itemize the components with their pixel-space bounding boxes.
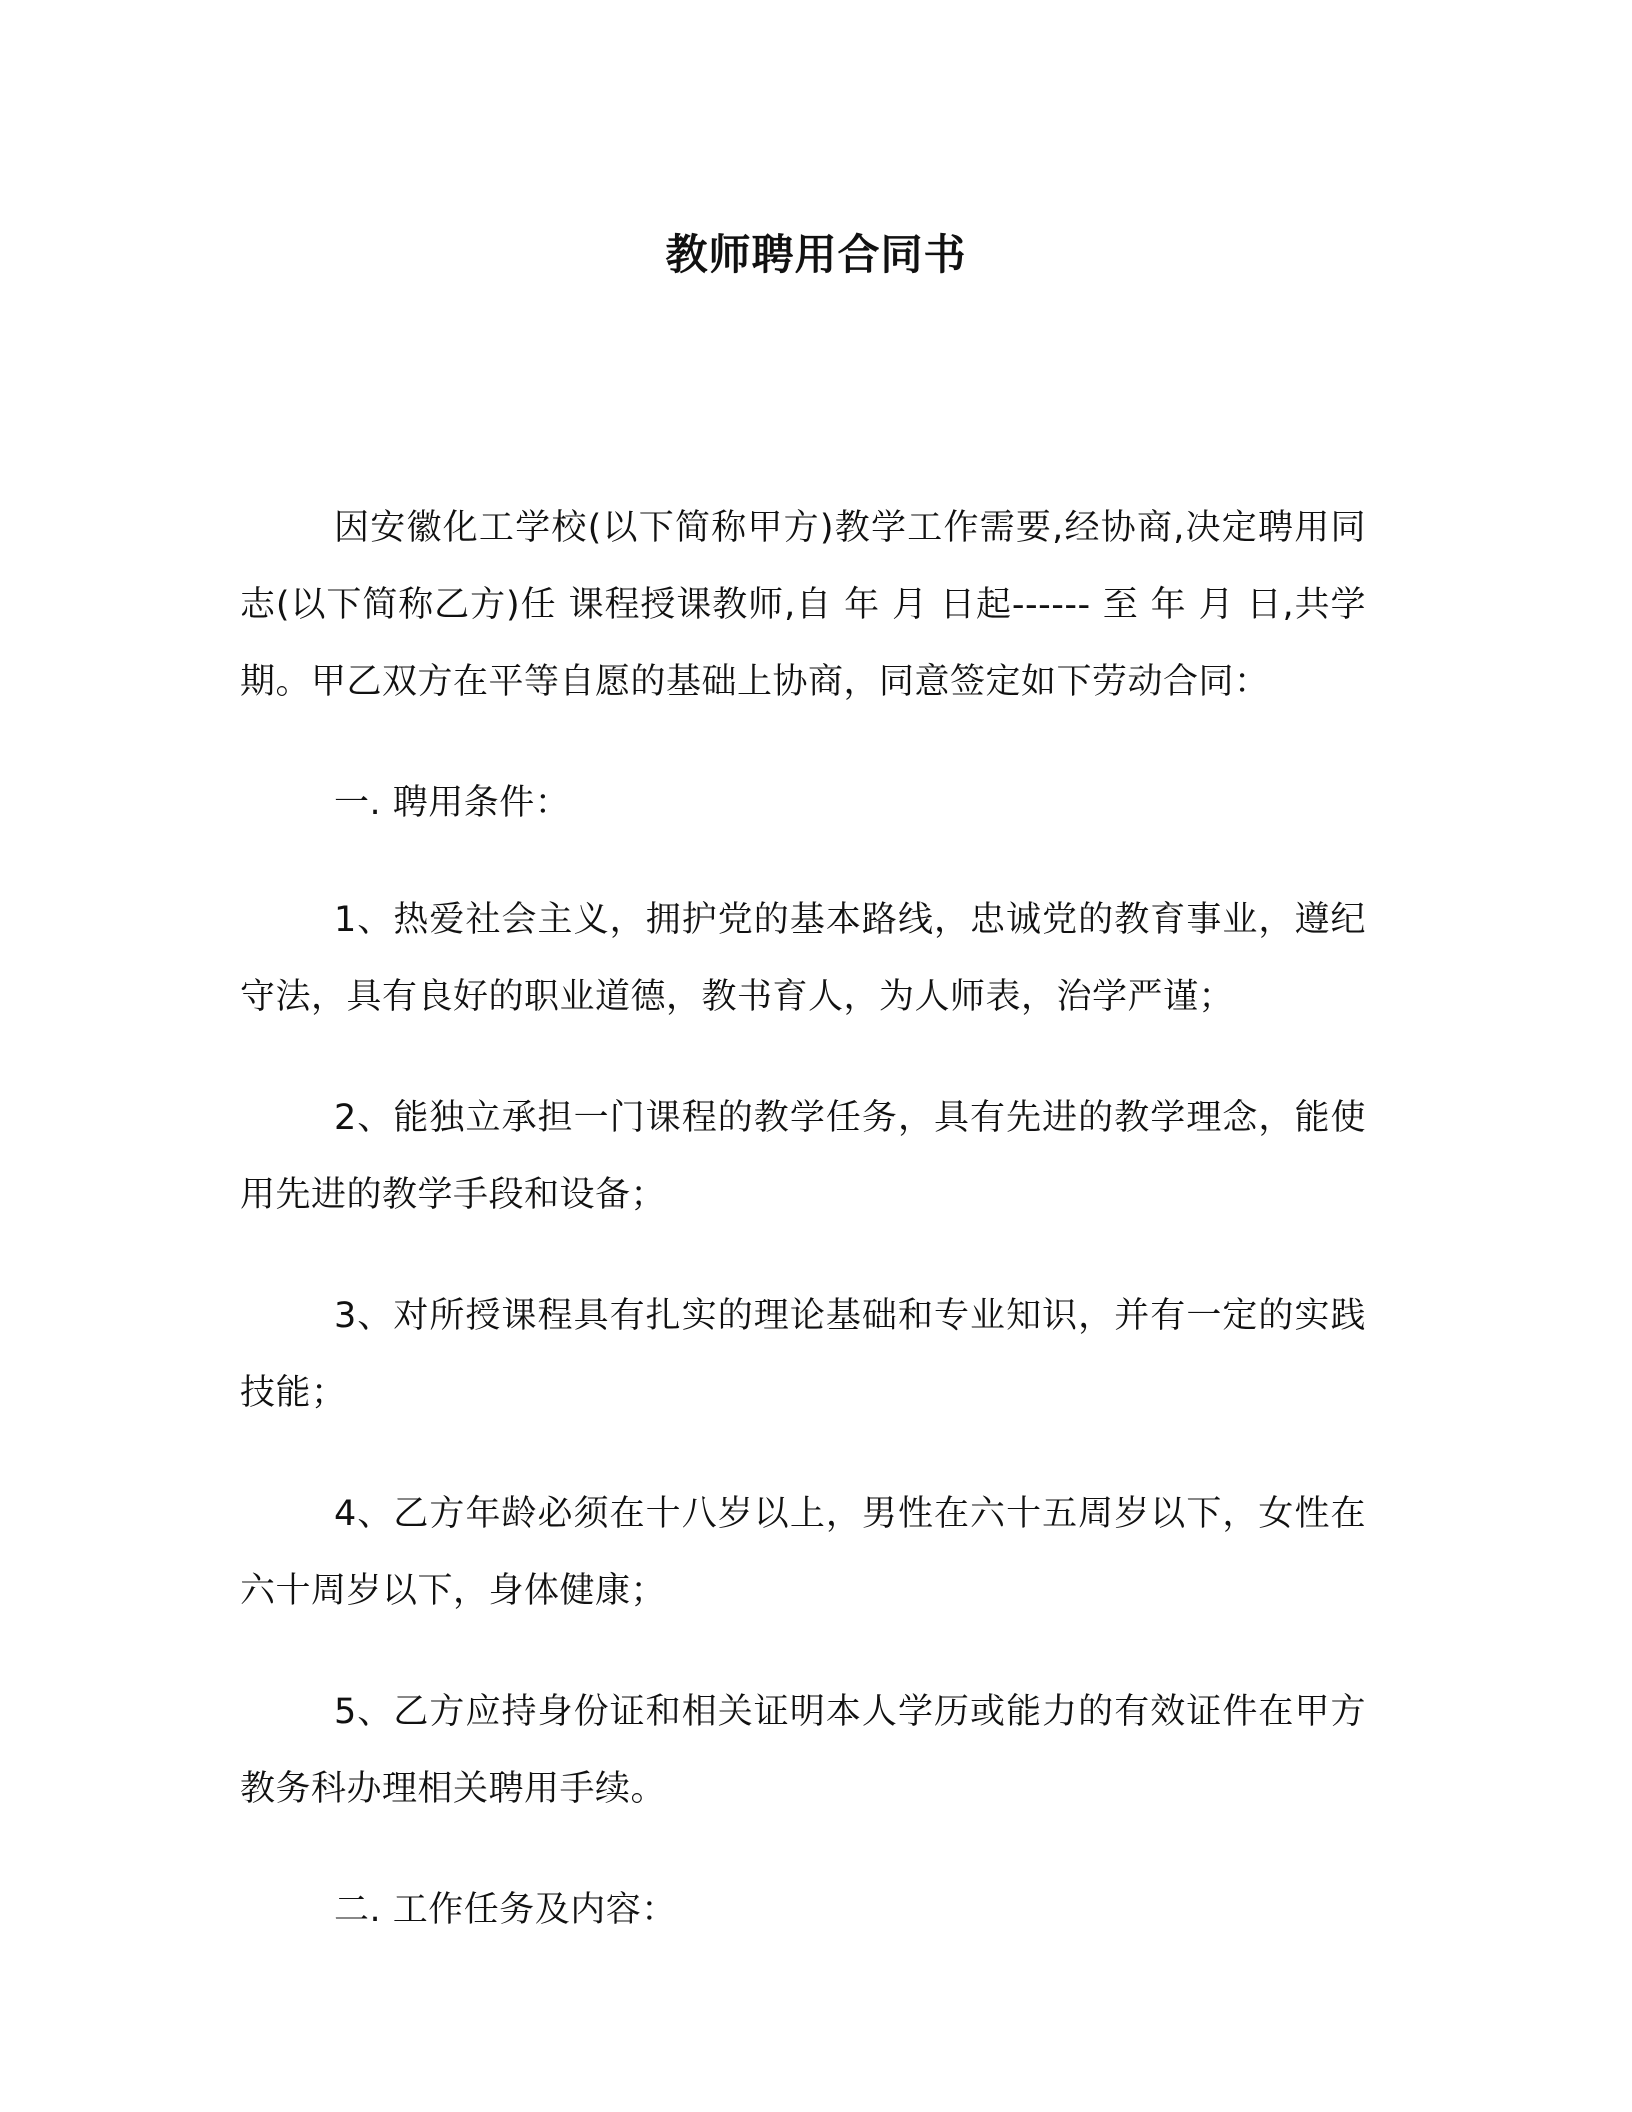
condition-item-3: 3、对所授课程具有扎实的理论基础和专业知识，并有一定的实践技能； <box>240 1296 1366 1413</box>
condition-item-2: 2、能独立承担一门课程的教学任务，具有先进的教学理念，能使用先进的教学手段和设备； <box>240 1098 1366 1215</box>
section-heading-work-tasks: 二. 工作任务及内容： <box>334 1890 677 1930</box>
document-title: 教师聘用合同书 <box>665 230 967 279</box>
section-heading-hiring-conditions: 一. 聘用条件： <box>334 783 571 823</box>
intro-paragraph: 因安徽化工学校(以下简称甲方)教学工作需要,经协商,决定聘用同志(以下简称乙方)任 课程授课教师,自 年 月 日起------ 至 年 月 日,共学期。甲乙双方在平等自愿的基础上协商，同意签定如下劳动合同： <box>240 508 1366 702</box>
document-body <box>240 490 1366 1989</box>
condition-item-1: 1、热爱社会主义，拥护党的基本路线，忠诚党的教育事业，遵纪守法，具有良好的职业道德，教书育人，为人师表，治学严谨； <box>240 900 1366 1017</box>
condition-item-4: 4、乙方年龄必须在十八岁以上，男性在六十五周岁以下，女性在六十周岁以下，身体健康； <box>240 1494 1366 1611</box>
condition-item-5: 5、乙方应持身份证和相关证明本人学历或能力的有效证件在甲方教务科办理相关聘用手续。 <box>240 1692 1366 1809</box>
